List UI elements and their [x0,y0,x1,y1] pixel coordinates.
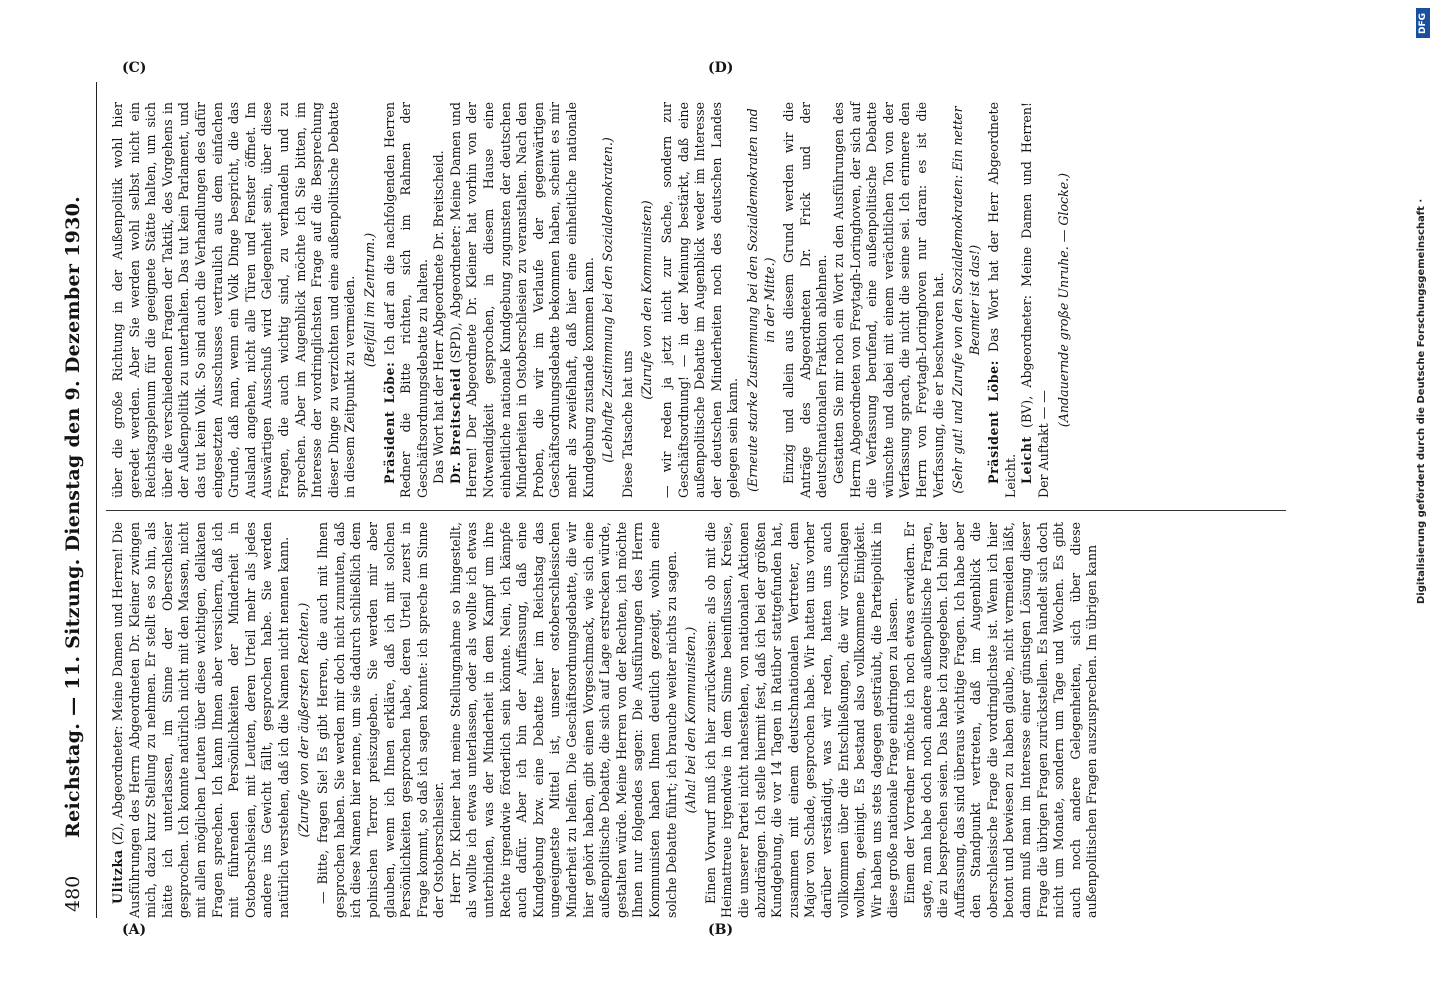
paragraph [448,102,597,498]
paragraph [431,102,448,498]
paragraph [703,522,902,918]
paragraph-text: Einzig und allein aus diesem Grund werden wir die Anträge des Abgeordneten Dr. Frick und der deutschnationalen Fraktion ablehnen. [781,102,830,498]
page-number: 480 [62,875,84,912]
paragraph-text: über die große Richtung in der Außenpolitik wohl hier geredet werden. Aber Sie werden wohl selbst nicht ein Reichstagsplenum für die geeignete Stätte halten, um sich über die verschiedenen Fragen der Taktik, des Vorgehens in der Außenpolitik zu unterhalten. Das tut kein Parlament, und das tut kein Volk. So sind auch die Verhandlungen des dafür eingesetzten Ausschusses vertraulich aus dem einfachen Grunde, daß man, wenn ein Volk Dinge bespricht, die das Ausland angehen, nicht alle Türen und Fenster öffnet. Im Auswärtigen Ausschuß wird Gelegenheit sein, über diese Fragen, die auch wichtig sind, zu verhandeln und zu sprechen. Aber im Augenblick möchte ich Sie bitten, im Interesse der vordringlichsten Frage auf die Besprechung dieser Dinge zu verzichten und eine außenpolitische Debatte in diesem Zeitpunkt zu vermeiden. [110,102,358,498]
paragraph [382,102,432,498]
speaker-name: Präsident Löbe: [381,361,397,484]
paragraph-text: Das Wort hat der Herr Abgeordnete Dr. Breitscheid. [431,150,447,484]
speaker-name: Dr. Breitscheid [447,367,463,484]
margin-letter-d: (D) [708,60,734,76]
column-divider [106,510,1286,511]
paragraph-text: Gestatten Sie mir noch ein Wort zu den Ausführungen des Herrn Abgeordneten von Freytagh-Loringhoven, der sich auf die Verfassung berufend, eine außenpolitische Debatte wünschte und dabei mit einem verächtlichen Ton von der Verfassung sprach, die nicht die seine sei. Ich erinnere den Herrn von Freytagh-Loringhoven nur daran: es ist die Verfassung, die er beschworen hat. [830,102,946,498]
margin-letter-b: (B) [708,922,734,938]
interjection: (Andauernde große Unruhe. — Glocke.) [1055,172,1071,428]
dfg-logo: DFG [1416,8,1430,38]
speaker-name: Präsident Löbe: [986,359,1002,484]
paragraph-text: Herr Dr. Kleiner hat meine Stellungnahme so hingestellt, als wollte ich etwas unterlassen, oder als wollte ich etwas unterbinden, was der Minderheit in dem Kampf um ihre Rechte irgendwie förderlich sein könnte. Nein, ich kämpfe auch dafür. Aber ich bin der Auffassung, daß eine Kundgebung bzw. eine Debatte hier im Reichstag das ungeeignetste Mittel ist, unserer ostoberschlesischen Minderheit zu helfen. Die Geschäftsordnungsdebatte, die wir hier gehört haben, gibt einen Vorgeschmack, wie sich eine außenpolitische Debatte, die sich auf Lage erstrecken würde, gestalten würde. Meine Herren von der Rechten, ich möchte Ihnen nur folgendes sagen: Die Ausführungen des Herrn Kommunisten haben Ihnen deutlich gezeigt, wohin eine solche Debatte führt; ich brauche weiter nichts zu sagen. [447,522,679,918]
paragraph [986,102,1019,498]
paragraph-text: (BV), Abgeordneter: Meine Damen und Herren! Der Auftakt — — [1019,102,1052,498]
paragraph-text: (Z), Abgeordneter: Meine Damen und Herren! Die Ausführungen des Herrn Abgeordneten Dr. Kleiner zwingen mich, dazu kurz Stellung zu nehmen. Er stellt es so hin, als hätte ich unterlassen, im Sinne der Oberschlesier gesprochen. Ich konnte natürlich nicht mit den Massen, nicht mit allen möglichen Leuten über diese wichtigen, delikaten Fragen sprechen. Ich kann Ihnen aber versichern, daß ich mit führenden Persönlichkeiten der Minderheit in Ostoberschlesien, mit Leuten, deren Urteil mehr als jedes andere ins Gewicht fällt, gesprochen habe. Sie werden natürlich verstehen, daß ich die Namen nicht nennen kann. [110,522,291,918]
interjection: (Beifall im Zentrum.) [361,232,377,368]
paragraph-text: Einem der Vorredner möchte ich noch etwas erwidern. Er sagte, man habe doch noch andere außenpolitische Fragen, die zu besprechen seien. Das habe ich zugegeben. Ich bin der Auffassung, das sind überaus wichtige Fragen. Ich habe aber den Standpunkt vertreten, daß im Augenblick die oberschlesische Frage die vordringlichste ist. Wenn ich hier betont und bewiesen zu haben glaube, nicht vermeiden läßt, dann muß man im Interesse einer günstigen Lösung dieser Frage die übrigen Fragen zurückstellen. Es handelt sich doch nicht um Monate, sondern um Tage und Wochen. Es gibt auch noch andere Gelegenheiten, sich über diese außenpolitischen Fragen auszusprechen. Im übrigen kann [901,522,1100,918]
paragraph [448,522,680,918]
dfg-sidebar [1416,8,1430,998]
interjection: (Aha! bei den Kommunisten.) [683,626,699,814]
paragraph-text: — wir reden ja jetzt nicht zur Sache, sondern zur Geschäftsordnung! — in der Meinung bestärkt, daß eine außenpolitische Debatte im Augenblick weder im Interesse der deutschen Minderheiten noch des deutschen Landes gelegen sein kann. [659,102,741,498]
paragraph [110,102,359,498]
dfg-credit: Digitalisierung gefördert durch die Deutsche Forschungsgemeinschaft · [1416,198,1427,604]
paragraph [659,102,742,498]
paragraph-text: (SPD), Abgeordneter: Meine Damen und Herren! Der Abgeordnete Dr. Kleiner hat vorhin von der Notwendigkeit gesprochen, in diesem Hause eine einheitliche nationale Kundgebung zugunsten der deutschen Minderheiten in Ostoberschlesien zu veranstalten. Nach den Proben, die wir im Verlaufe der gegenwärtigen Geschäftsordnungsdebatte bekommen haben, scheint es mir mehr als zweifelhaft, daß hier eine einheitliche nationale Kundgebung zustande kommen kann. [447,102,596,498]
interjection: (Zurufe von den Kommunisten) [639,200,655,400]
interjection: (Lebhafte Zustimmung bei den Sozialdemokraten.) [600,137,616,463]
paragraph-text: Einen Vorwurf muß ich hier zurückweisen: als ob mit die Heimattreue irgendwie in dem Sinne beeinflussen, Kreise, die unserer Partei nicht nahestehen, von nationalen Aktionen abzudrängen. Ich stelle hiermit fest, daß ich bei der größten Kundgebung, die vor 14 Tagen in Ratibor stattgefunden hat, zusammen mit einem deutschnationalen Vertreter, dem Major von Schade, gesprochen habe. Wir hatten uns vorher darüber verständigt, was wir reden, hatten uns auch vollkommen über die Entschließungen, die wir vorschlagen wollten, geeinigt. Es bestand also vollkommene Einigkeit. Wir haben uns stets dagegen gesträubt, die Parteipolitik in diese große nationale Frage eindringen zu lassen. [702,522,901,918]
interjection: (Erneute starke Zustimmung bei den Sozialdemokraten und in der Mitte.) [744,108,777,492]
running-head [50,82,97,918]
speaker-name: Leicht [1019,436,1035,484]
paragraph-text: — Bitte, fragen Sie! Es gibt Herren, die auch mit Ihnen gesprochen haben. Sie werden mir doch nicht zumuten, daß ich diese Namen hier nenne, um sie dadurch schließlich dem polnischen Terror preiszugeben. Sie werden mir aber glauben, wenn ich Ihnen erkläre, daß ich mit solchen Persönlichkeiten gesprochen habe, deren Urteil zuerst in Frage kommt, so daß ich sagen konnte: ich spreche im Sinne der Ostoberschlesier. [315,522,447,918]
paragraph [902,522,1101,918]
margin-letter-a: (A) [122,922,147,938]
paragraph [831,102,947,498]
margin-letter-c: (C) [122,60,147,76]
rotated-page-content [50,82,1330,918]
interjection: (Sehr gut! und Zurufe von den Sozialdemokraten: Ein netter Beamter ist das!) [950,106,982,494]
paragraph [110,522,293,918]
paragraph-text: Diese Tatsache hat uns [619,350,635,498]
speaker-name: Ulitzka [110,849,125,904]
paragraph [781,102,831,498]
left-column [110,522,1270,918]
paragraph [620,102,637,498]
right-column [110,102,1270,498]
paragraph [1019,102,1052,498]
interjection: (Zurufe von der äußersten Rechten.) [295,602,311,838]
paragraph-text: Das Wort hat der Herr Abgeordnete Leicht. [986,102,1018,498]
page-title: Reichstag. — 11. Sitzung. Dienstag den 9. Dezember 1930. [62,195,84,838]
paragraph [315,522,448,918]
paragraph-text: Ich darf an die nachfolgenden Herren Redner die Bitte richten, sich im Rahmen der Geschäftsordnungsdebatte zu halten. [381,102,430,498]
